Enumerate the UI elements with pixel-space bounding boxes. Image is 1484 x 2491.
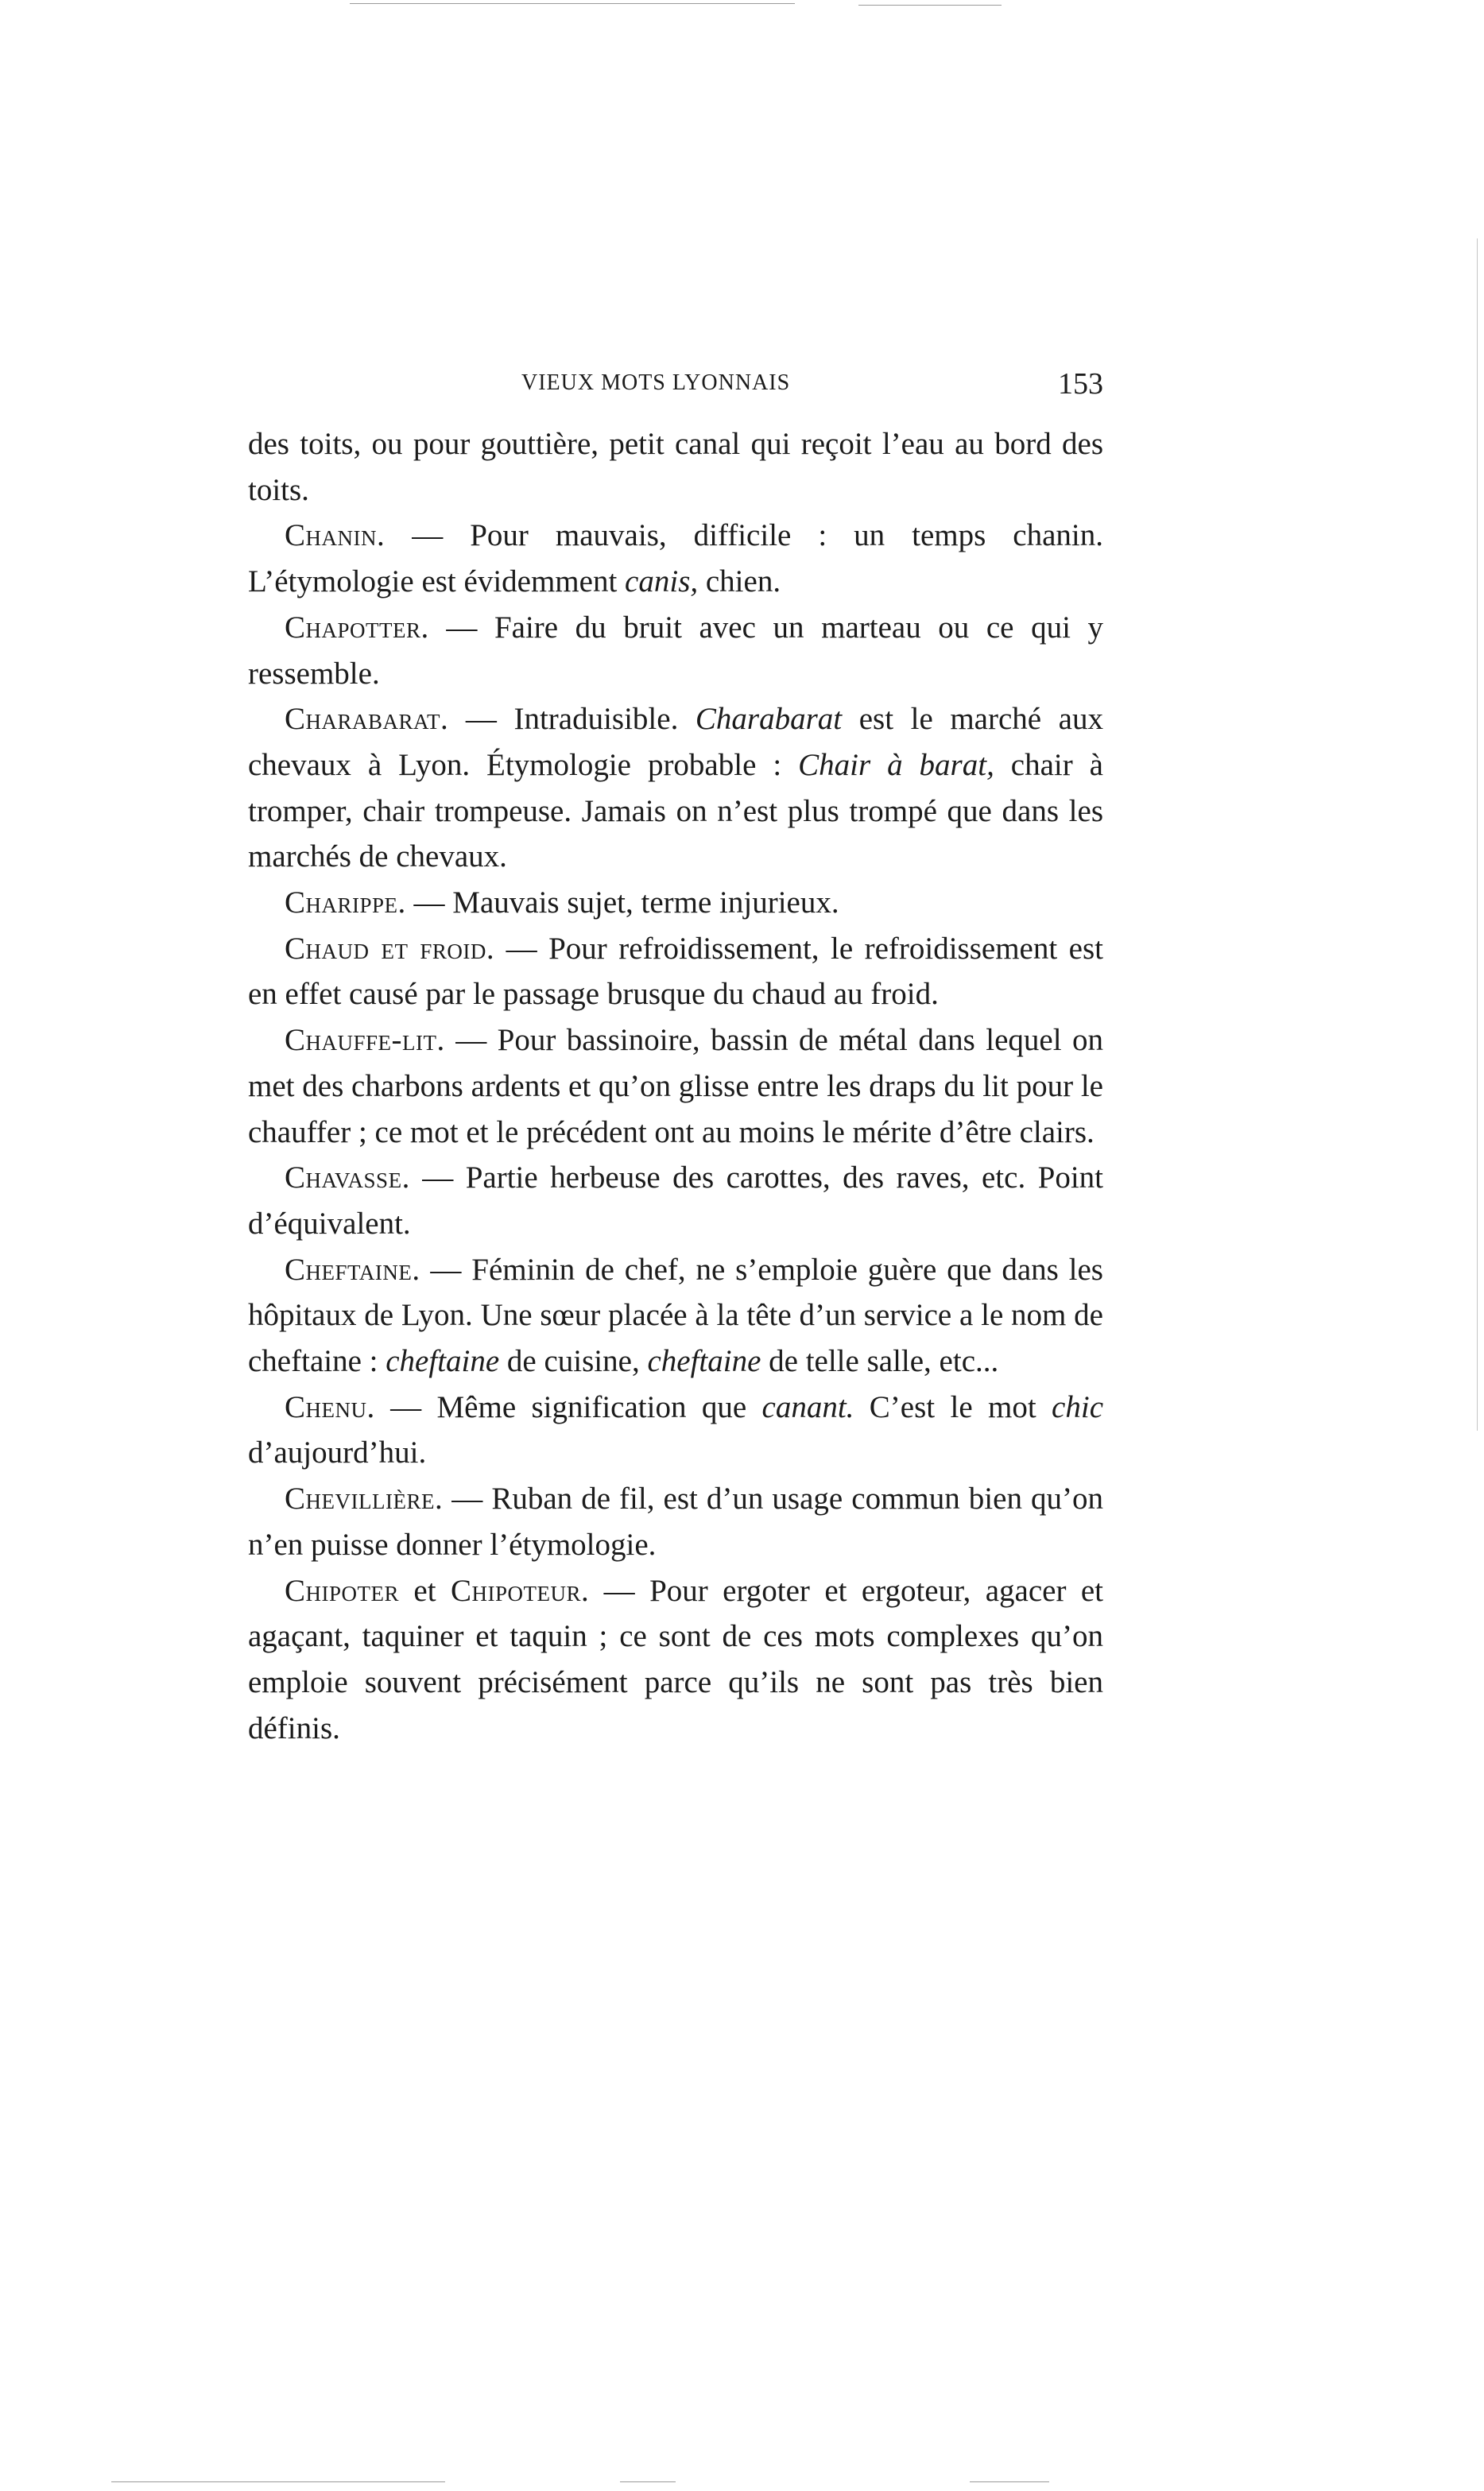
definition-text: chair à tromper, chair trompeuse. Jamais on n’est plus trompé que dans les marchés de chevaux. [248, 747, 1103, 874]
definition-text: de cuisine, [499, 1344, 648, 1379]
headword: Chaud et froid. [285, 931, 495, 966]
page-number: 153 [1058, 367, 1103, 401]
entry-chevilliere [248, 1476, 1103, 1567]
headword: Chauffe-lit. [285, 1023, 445, 1058]
etymology-italic: canis, [625, 564, 699, 599]
scan-artifact-bottom-line-3 [970, 2481, 1049, 2482]
entry-cheftaine [248, 1247, 1103, 1385]
headword: Cheftaine. [285, 1252, 420, 1287]
definition-text: — Pour bassinoire, bassin de métal dans lequel on met des charbons ardents et qu’on glisse entre les draps du lit pour le chauffer ; ce mot et le précédent ont au moins le mérite d’être clairs. [248, 1023, 1103, 1149]
headword: Chevillière. [285, 1482, 444, 1517]
definition-text: C’est le mot [854, 1389, 1052, 1424]
definition-text: — Féminin de chef, ne s’emploie guère que dans les hôpitaux de Lyon. Une sœur placée à la tête d’un service a le nom de cheftaine : [248, 1252, 1103, 1379]
entry-chavasse [248, 1155, 1103, 1246]
etymology-italic: Chair à barat, [798, 747, 994, 782]
entry-chenu [248, 1385, 1103, 1476]
definition-text: — Même signification que [374, 1389, 762, 1424]
entry-chapotter [248, 605, 1103, 696]
entry-chipoter [248, 1568, 1103, 1752]
entry-chaud-et-froid [248, 926, 1103, 1017]
scan-artifact-top-line-2 [858, 5, 1002, 6]
definition-text: et [399, 1573, 451, 1608]
scan-artifact-bottom-line [111, 2481, 445, 2482]
headword-secondary: Chipoteur. [451, 1573, 590, 1608]
entry-charippe [248, 880, 1103, 926]
headword: Chapotter. [285, 610, 429, 645]
definition-text: — Pour refroidissement, le refroidissement est en effet causé par le passage brusque du chaud au froid. [248, 931, 1103, 1012]
definition-text: — Pour ergoter et ergoteur, agacer et agaçant, taquiner et taquin ; ce sont de ces mots complexes qu’on emploie souvent précisément parce qu’ils ne sont pas très bien définis. [248, 1573, 1103, 1745]
italic-term: Charabarat [695, 702, 843, 737]
italic-term: chic [1052, 1389, 1104, 1424]
headword: Chipoter [285, 1573, 400, 1608]
body-text [248, 421, 1103, 1751]
definition-text: de telle salle, etc... [761, 1344, 999, 1379]
definition-text: — Faire du bruit avec un marteau ou ce qui y ressemble. [248, 610, 1103, 691]
headword: Charippe. [285, 885, 406, 920]
definition-text: — Mauvais sujet, terme injurieux. [405, 885, 839, 920]
scan-artifact-bottom-line-2 [620, 2481, 676, 2482]
italic-term: canant. [761, 1389, 854, 1424]
headword: Chanin. [285, 518, 386, 553]
entry-chauffe-lit [248, 1017, 1103, 1155]
scan-artifact-top-line [350, 3, 795, 4]
definition-text: — Ruban de fil, est d’un usage commun bien qu’on n’en puisse donner l’étymologie. [248, 1482, 1103, 1562]
headword: Chavasse. [285, 1160, 410, 1195]
italic-term: cheftaine [386, 1344, 500, 1379]
italic-term: cheftaine [647, 1344, 761, 1379]
entry-charabarat [248, 696, 1103, 880]
definition-text: — Pour mauvais, difficile : un temps chanin. L’étymologie est évidemment [248, 518, 1103, 599]
continuation-paragraph: des toits, ou pour gouttière, petit canal qui reçoit l’eau au bord des toits. [248, 427, 1103, 507]
definition-text: — Intraduisible. [448, 702, 696, 737]
definition-text: d’aujourd’hui. [248, 1435, 427, 1470]
headword: Charabarat. [285, 702, 449, 737]
running-header [248, 367, 1103, 402]
definition-text: — Partie herbeuse des carottes, des raves, etc. Point d’équivalent. [248, 1160, 1103, 1241]
definition-text: est le marché aux chevaux à Lyon. Étymologie probable : [248, 702, 1103, 782]
scan-artifact-right-edge [1477, 238, 1478, 1431]
definition-text: chien. [698, 564, 781, 599]
running-title: VIEUX MOTS LYONNAIS [521, 370, 791, 395]
entry-chanin [248, 513, 1103, 604]
headword: Chenu. [285, 1389, 375, 1424]
